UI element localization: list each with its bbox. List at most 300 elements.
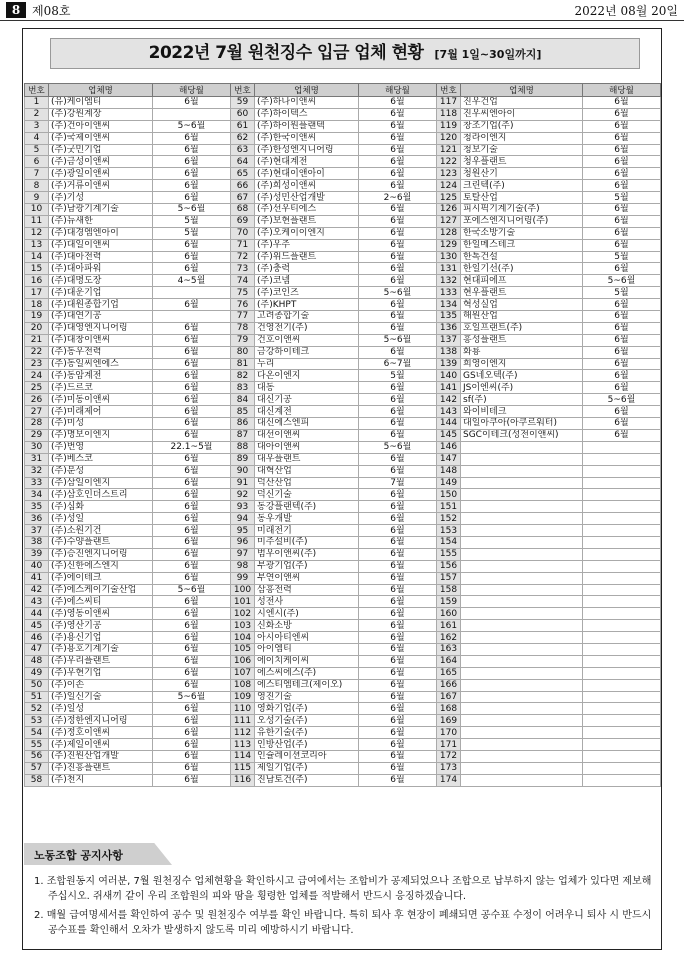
table-row <box>25 108 661 120</box>
applicable-month: 5~6월 <box>153 120 231 132</box>
company-name <box>461 453 583 465</box>
applicable-month <box>153 311 231 323</box>
applicable-month: 6월 <box>583 358 661 370</box>
applicable-month: 6월 <box>583 204 661 216</box>
table-row <box>25 525 661 537</box>
applicable-month: 5월 <box>583 287 661 299</box>
row-number: 157 <box>437 572 461 584</box>
row-number: 16 <box>25 275 49 287</box>
applicable-month: 6월 <box>153 643 231 655</box>
company-name: (주)한성엔지니어링 <box>255 144 359 156</box>
company-name: SGC이테크(성전이앤씨) <box>461 429 583 441</box>
company-name: 대신기공 <box>255 394 359 406</box>
applicable-month: 6월 <box>153 572 231 584</box>
issue-number: 제08호 <box>32 4 71 18</box>
applicable-month: 6월 <box>359 596 437 608</box>
applicable-month: 6월 <box>359 584 437 596</box>
company-name: (주)하나이앤씨 <box>255 97 359 109</box>
applicable-month <box>583 703 661 715</box>
company-name: 토탈산업 <box>461 192 583 204</box>
company-name: 건영전기(주) <box>255 322 359 334</box>
applicable-month: 5~6월 <box>359 441 437 453</box>
row-number: 100 <box>231 584 255 596</box>
row-number: 108 <box>231 679 255 691</box>
row-number: 74 <box>231 275 255 287</box>
table-row <box>25 168 661 180</box>
row-number: 5 <box>25 144 49 156</box>
header-month: 해당월 <box>583 84 661 97</box>
company-name: 현대피에프 <box>461 275 583 287</box>
applicable-month: 6월 <box>359 762 437 774</box>
row-number: 17 <box>25 287 49 299</box>
applicable-month: 6월 <box>583 311 661 323</box>
table-row <box>25 477 661 489</box>
applicable-month <box>583 608 661 620</box>
row-number: 92 <box>231 489 255 501</box>
applicable-month: 6월 <box>153 453 231 465</box>
row-number: 69 <box>231 215 255 227</box>
table-row <box>25 418 661 430</box>
applicable-month: 6월 <box>359 632 437 644</box>
table-row <box>25 501 661 513</box>
company-name: 누리 <box>255 358 359 370</box>
row-number: 158 <box>437 584 461 596</box>
applicable-month: 6월 <box>359 418 437 430</box>
row-number: 6 <box>25 156 49 168</box>
row-number: 61 <box>231 120 255 132</box>
company-name <box>461 739 583 751</box>
applicable-month <box>583 477 661 489</box>
company-name: (주)번영 <box>49 441 153 453</box>
applicable-month: 6월 <box>583 382 661 394</box>
company-name: (주)위드플랜트 <box>255 251 359 263</box>
applicable-month: 6월 <box>359 156 437 168</box>
company-name: 흥성플랜트 <box>461 334 583 346</box>
row-number: 110 <box>231 703 255 715</box>
company-name: 제일기업(주) <box>255 762 359 774</box>
row-number: 30 <box>25 441 49 453</box>
row-number: 50 <box>25 679 49 691</box>
row-number: 73 <box>231 263 255 275</box>
applicable-month <box>583 596 661 608</box>
row-number: 126 <box>437 204 461 216</box>
row-number: 89 <box>231 453 255 465</box>
row-number: 57 <box>25 762 49 774</box>
applicable-month: 6월 <box>153 727 231 739</box>
applicable-month: 6월 <box>359 382 437 394</box>
company-name: (주)동일씨엔에스 <box>49 358 153 370</box>
applicable-month: 6월 <box>153 620 231 632</box>
company-name: (주)우현기업 <box>49 667 153 679</box>
company-name: (주)천지 <box>49 774 153 786</box>
row-number: 13 <box>25 239 49 251</box>
company-name: 덕산산업 <box>255 477 359 489</box>
row-number: 155 <box>437 548 461 560</box>
company-name: 대아이앤씨 <box>255 441 359 453</box>
applicable-month: 6월 <box>153 239 231 251</box>
table-row <box>25 643 661 655</box>
company-name <box>461 679 583 691</box>
company-name: (주)대일이앤씨 <box>49 239 153 251</box>
company-name: (주)분성 <box>49 465 153 477</box>
applicable-month: 6월 <box>359 299 437 311</box>
row-number: 70 <box>231 227 255 239</box>
company-name: 청원산기 <box>461 168 583 180</box>
company-name: 대동 <box>255 382 359 394</box>
row-number: 7 <box>25 168 49 180</box>
applicable-month: 6월 <box>583 227 661 239</box>
company-name: (주)코넴 <box>255 275 359 287</box>
company-name: (주)한국이앤씨 <box>255 132 359 144</box>
table-row <box>25 762 661 774</box>
company-name: 에스씨에스(주) <box>255 667 359 679</box>
applicable-month <box>583 584 661 596</box>
row-number: 94 <box>231 513 255 525</box>
table-row <box>25 215 661 227</box>
row-number: 64 <box>231 156 255 168</box>
row-number: 133 <box>437 287 461 299</box>
row-number: 95 <box>231 525 255 537</box>
applicable-month <box>583 525 661 537</box>
row-number: 86 <box>231 418 255 430</box>
applicable-month: 6월 <box>359 548 437 560</box>
row-number: 1 <box>25 97 49 109</box>
company-name: (주)신한에스엔지 <box>49 560 153 572</box>
header-month: 해당월 <box>153 84 231 97</box>
row-number: 24 <box>25 370 49 382</box>
applicable-month: 6월 <box>153 406 231 418</box>
company-name: (주)정호이앤씨 <box>49 727 153 739</box>
table-row <box>25 132 661 144</box>
applicable-month: 6월 <box>359 643 437 655</box>
row-number: 101 <box>231 596 255 608</box>
applicable-month: 6월 <box>153 655 231 667</box>
applicable-month <box>583 453 661 465</box>
row-number: 123 <box>437 168 461 180</box>
company-name: (주)승진엔지니어링 <box>49 548 153 560</box>
row-number: 116 <box>231 774 255 786</box>
row-number: 55 <box>25 739 49 751</box>
applicable-month: 6월 <box>359 536 437 548</box>
table-row <box>25 144 661 156</box>
company-name: (주)용신기업 <box>49 632 153 644</box>
company-name <box>461 691 583 703</box>
applicable-month <box>583 750 661 762</box>
row-number: 54 <box>25 727 49 739</box>
company-name: (주)하이원플랜텍 <box>255 120 359 132</box>
row-number: 93 <box>231 501 255 513</box>
applicable-month: 6월 <box>359 215 437 227</box>
company-name: (주)삼호인더스트리 <box>49 489 153 501</box>
applicable-month <box>583 715 661 727</box>
row-number: 106 <box>231 655 255 667</box>
company-name: 부광기업(주) <box>255 560 359 572</box>
row-number: 76 <box>231 299 255 311</box>
company-name: 대신에스엔피 <box>255 418 359 430</box>
company-name <box>461 667 583 679</box>
row-number: 161 <box>437 620 461 632</box>
page-title <box>50 38 640 69</box>
row-number: 42 <box>25 584 49 596</box>
table-row <box>25 620 661 632</box>
company-name: 유한기술(주) <box>255 727 359 739</box>
company-name: (주)용호기계기술 <box>49 643 153 655</box>
company-name <box>461 525 583 537</box>
company-name: 포에스엔지니어링(주) <box>461 215 583 227</box>
company-name: (주)오케이이엔지 <box>255 227 359 239</box>
applicable-month: 6월 <box>153 156 231 168</box>
applicable-month: 6월 <box>359 97 437 109</box>
applicable-month: 5월 <box>359 370 437 382</box>
company-name: 한일기선(주) <box>461 263 583 275</box>
company-name: (유)케이엠티 <box>49 97 153 109</box>
row-number: 121 <box>437 144 461 156</box>
applicable-month: 6월 <box>359 679 437 691</box>
row-number: 144 <box>437 418 461 430</box>
company-name: JS이엔씨(주) <box>461 382 583 394</box>
table-row <box>25 572 661 584</box>
company-name <box>461 715 583 727</box>
applicable-month <box>583 632 661 644</box>
applicable-month <box>583 620 661 632</box>
company-name: (주)굿민기업 <box>49 144 153 156</box>
applicable-month <box>583 679 661 691</box>
applicable-month <box>583 465 661 477</box>
applicable-month: 6월 <box>359 251 437 263</box>
table-row <box>25 513 661 525</box>
table-row <box>25 727 661 739</box>
applicable-month: 6월 <box>359 572 437 584</box>
row-number: 118 <box>437 108 461 120</box>
company-name <box>461 584 583 596</box>
table-row <box>25 227 661 239</box>
row-number: 150 <box>437 489 461 501</box>
row-number: 119 <box>437 120 461 132</box>
applicable-month: 6월 <box>359 655 437 667</box>
applicable-month: 6월 <box>359 204 437 216</box>
applicable-month: 6월 <box>153 370 231 382</box>
row-number: 65 <box>231 168 255 180</box>
applicable-month: 5월 <box>583 251 661 263</box>
applicable-month <box>583 560 661 572</box>
table-row <box>25 560 661 572</box>
applicable-month: 6월 <box>359 311 437 323</box>
applicable-month: 6월 <box>153 132 231 144</box>
applicable-month <box>583 513 661 525</box>
applicable-month: 5~6월 <box>153 584 231 596</box>
applicable-month <box>583 441 661 453</box>
company-name: (주)대명도장 <box>49 275 153 287</box>
company-name: (주)광일이앤씨 <box>49 168 153 180</box>
company-name: (주)대원종합기업 <box>49 299 153 311</box>
table-row <box>25 750 661 762</box>
company-name: (주)건아이앤씨 <box>49 120 153 132</box>
row-number: 160 <box>437 608 461 620</box>
row-number: 84 <box>231 394 255 406</box>
company-name: GS네오텍(주) <box>461 370 583 382</box>
applicable-month: 6월 <box>153 322 231 334</box>
company-name: 금강하이테크 <box>255 346 359 358</box>
page-header <box>0 0 684 20</box>
applicable-month: 6월 <box>359 120 437 132</box>
company-name: 대혁산업 <box>255 465 359 477</box>
company-name: 청라이엔지 <box>461 132 583 144</box>
table-row <box>25 263 661 275</box>
applicable-month: 6월 <box>583 144 661 156</box>
table-header-row <box>25 84 661 97</box>
table-row <box>25 358 661 370</box>
row-number: 128 <box>437 227 461 239</box>
company-name <box>461 774 583 786</box>
applicable-month: 6월 <box>359 715 437 727</box>
row-number: 113 <box>231 739 255 751</box>
table-row <box>25 584 661 596</box>
row-number: 159 <box>437 596 461 608</box>
applicable-month: 6월 <box>583 263 661 275</box>
company-name <box>461 441 583 453</box>
applicable-month <box>583 739 661 751</box>
applicable-month: 6월 <box>359 489 437 501</box>
applicable-month: 5~6월 <box>359 334 437 346</box>
company-name: (주)정한엔지니어링 <box>49 715 153 727</box>
applicable-month: 6월 <box>153 608 231 620</box>
row-number: 141 <box>437 382 461 394</box>
company-name: (주)보현플랜트 <box>255 215 359 227</box>
company-name: (주)코인즈 <box>255 287 359 299</box>
row-number: 139 <box>437 358 461 370</box>
row-number: 170 <box>437 727 461 739</box>
table-row <box>25 251 661 263</box>
applicable-month: 6월 <box>153 501 231 513</box>
applicable-month: 6월 <box>153 513 231 525</box>
row-number: 60 <box>231 108 255 120</box>
row-number: 96 <box>231 536 255 548</box>
company-name: 인슐레이션코리아 <box>255 750 359 762</box>
row-number: 153 <box>437 525 461 537</box>
company-name: 대우플랜트 <box>255 453 359 465</box>
company-name: 동강플랜텍(주) <box>255 501 359 513</box>
applicable-month: 6월 <box>153 715 231 727</box>
applicable-month <box>153 108 231 120</box>
row-number: 173 <box>437 762 461 774</box>
company-name <box>461 465 583 477</box>
company-name: 신화소방 <box>255 620 359 632</box>
row-number: 63 <box>231 144 255 156</box>
company-name: 범우이앤씨(주) <box>255 548 359 560</box>
applicable-month <box>153 287 231 299</box>
applicable-month: 6월 <box>359 180 437 192</box>
applicable-month: 6월 <box>583 97 661 109</box>
remittance-table <box>24 83 661 787</box>
applicable-month <box>583 536 661 548</box>
company-name: (주)동암계전 <box>49 370 153 382</box>
company-name <box>461 608 583 620</box>
row-number: 169 <box>437 715 461 727</box>
company-name: (주)현대이앤아이 <box>255 168 359 180</box>
row-number: 62 <box>231 132 255 144</box>
company-name: 미래전기 <box>255 525 359 537</box>
row-number: 146 <box>437 441 461 453</box>
row-number: 58 <box>25 774 49 786</box>
applicable-month: 6월 <box>583 346 661 358</box>
applicable-month <box>583 762 661 774</box>
company-name: (주)삼일이엔지 <box>49 477 153 489</box>
row-number: 29 <box>25 429 49 441</box>
company-name <box>461 548 583 560</box>
row-number: 154 <box>437 536 461 548</box>
applicable-month: 7월 <box>359 477 437 489</box>
company-name: (주)에스씨티 <box>49 596 153 608</box>
applicable-month: 6월 <box>583 322 661 334</box>
table-row <box>25 394 661 406</box>
applicable-month: 6월 <box>153 750 231 762</box>
company-name: (주)대아파워 <box>49 263 153 275</box>
row-number: 103 <box>231 620 255 632</box>
row-number: 81 <box>231 358 255 370</box>
applicable-month: 6월 <box>359 774 437 786</box>
row-number: 107 <box>231 667 255 679</box>
applicable-month: 5~6월 <box>583 394 661 406</box>
company-name <box>461 596 583 608</box>
company-name: (주)이손 <box>49 679 153 691</box>
company-name: 한일메스테크 <box>461 239 583 251</box>
applicable-month: 6월 <box>359 501 437 513</box>
applicable-month: 6월 <box>153 251 231 263</box>
company-name <box>461 727 583 739</box>
row-number: 31 <box>25 453 49 465</box>
company-name: 창조기업(주) <box>461 120 583 132</box>
company-name: (주)선우티에스 <box>255 204 359 216</box>
applicable-month: 6월 <box>153 762 231 774</box>
company-name: (주)희성이앤씨 <box>255 180 359 192</box>
applicable-month: 6월 <box>359 263 437 275</box>
row-number: 26 <box>25 394 49 406</box>
applicable-month: 6월 <box>153 632 231 644</box>
company-name <box>461 572 583 584</box>
company-name: 청보기술 <box>461 144 583 156</box>
company-name: 한톡건설 <box>461 251 583 263</box>
header-number: 번호 <box>437 84 461 97</box>
row-number: 131 <box>437 263 461 275</box>
applicable-month: 6월 <box>153 394 231 406</box>
row-number: 22 <box>25 346 49 358</box>
applicable-month: 6월 <box>359 703 437 715</box>
row-number: 41 <box>25 572 49 584</box>
applicable-month: 6월 <box>359 453 437 465</box>
company-name: (주)강원계장 <box>49 108 153 120</box>
applicable-month: 6월 <box>583 239 661 251</box>
applicable-month <box>583 548 661 560</box>
row-number: 120 <box>437 132 461 144</box>
table-row <box>25 239 661 251</box>
company-name: 인방산업(주) <box>255 739 359 751</box>
table-row <box>25 204 661 216</box>
row-number: 122 <box>437 156 461 168</box>
company-name: 화룡 <box>461 346 583 358</box>
row-number: 80 <box>231 346 255 358</box>
row-number: 147 <box>437 453 461 465</box>
applicable-month: 6월 <box>153 703 231 715</box>
company-name: 혁성실업 <box>461 299 583 311</box>
row-number: 14 <box>25 251 49 263</box>
row-number: 115 <box>231 762 255 774</box>
applicable-month: 6월 <box>583 418 661 430</box>
company-name: 부연이앤씨 <box>255 572 359 584</box>
company-name: (주)드르코 <box>49 382 153 394</box>
row-number: 44 <box>25 608 49 620</box>
applicable-month: 6월 <box>153 465 231 477</box>
company-name: 아이엠티 <box>255 643 359 655</box>
